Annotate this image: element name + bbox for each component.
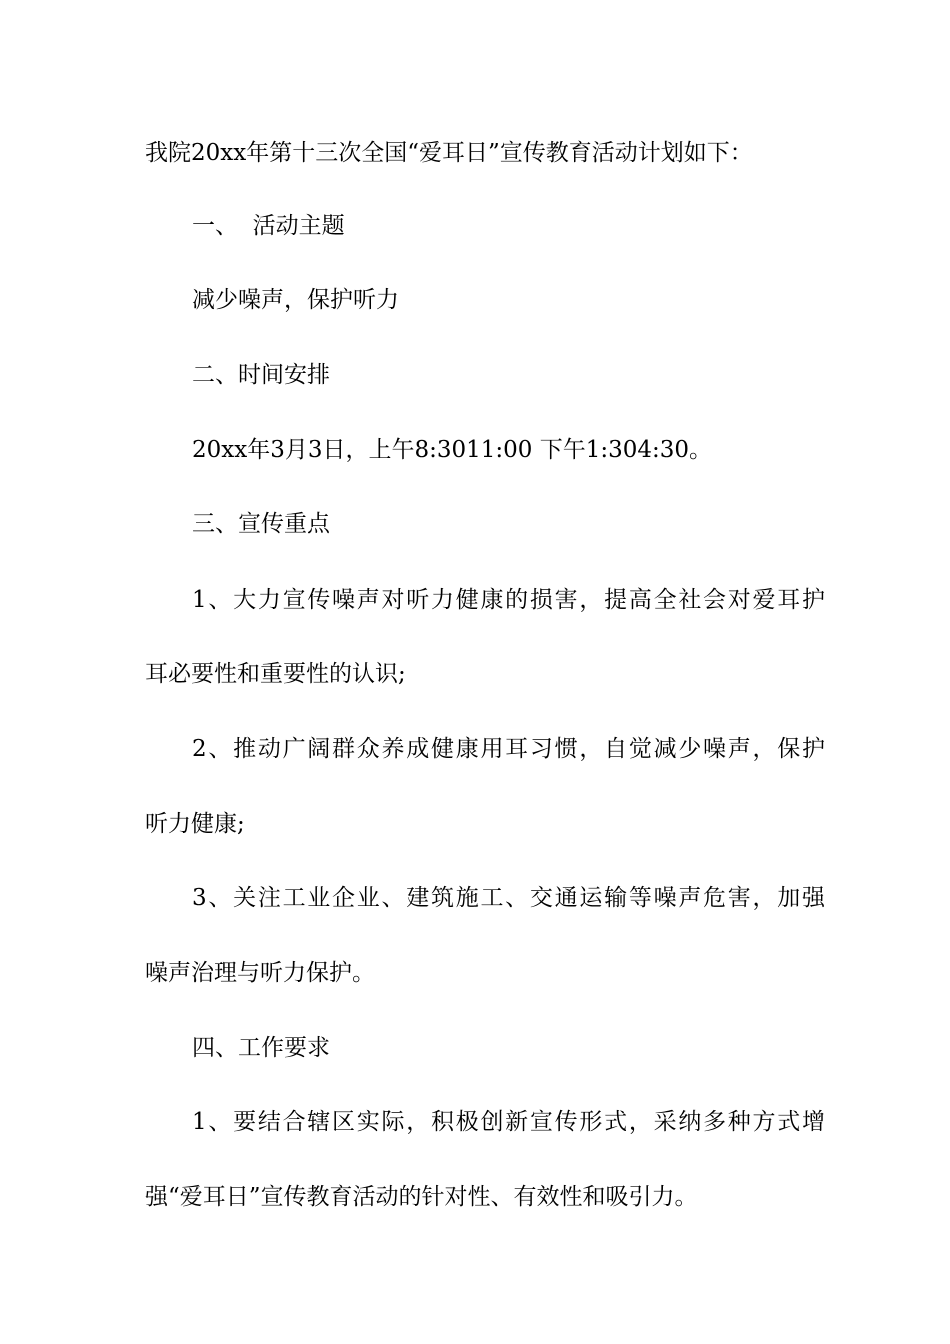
section-3-item-1-line-2: 耳必要性和重要性的认识; (145, 661, 406, 687)
section-1-heading: 一、 活动主题 (192, 213, 345, 239)
section-3-item-3-line-1: 3、关注工业企业、建筑施工、交通运输等噪声危害，加强 (192, 885, 825, 911)
intro-text: 我院20xx年第十三次全国“爱耳日”宣传教育活动计划如下： (145, 140, 753, 166)
section-3-item-1-line-1: 1、大力宣传噪声对听力健康的损害，提高全社会对爱耳护 (192, 587, 825, 613)
section-2-content: 20xx年3月3日，上午8:3011:00 下午1:304:30。 (192, 437, 713, 463)
section-3-heading: 三、宣传重点 (192, 511, 330, 537)
section-4-heading: 四、工作要求 (192, 1035, 330, 1061)
section-3-item-2-line-2: 听力健康; (145, 811, 245, 837)
section-4-item-1-line-2: 强“爱耳日”宣传教育活动的针对性、有效性和吸引力。 (145, 1184, 698, 1210)
section-2-heading: 二、时间安排 (192, 362, 330, 388)
section-4-item-1-line-1: 1、要结合辖区实际，积极创新宣传形式，采纳多种方式增 (192, 1109, 825, 1135)
section-1-content: 减少噪声，保护听力 (192, 287, 399, 313)
section-3-item-2-line-1: 2、推动广阔群众养成健康用耳习惯，自觉减少噪声，保护 (192, 736, 825, 762)
section-3-item-3-line-2: 噪声治理与听力保护。 (145, 960, 375, 986)
